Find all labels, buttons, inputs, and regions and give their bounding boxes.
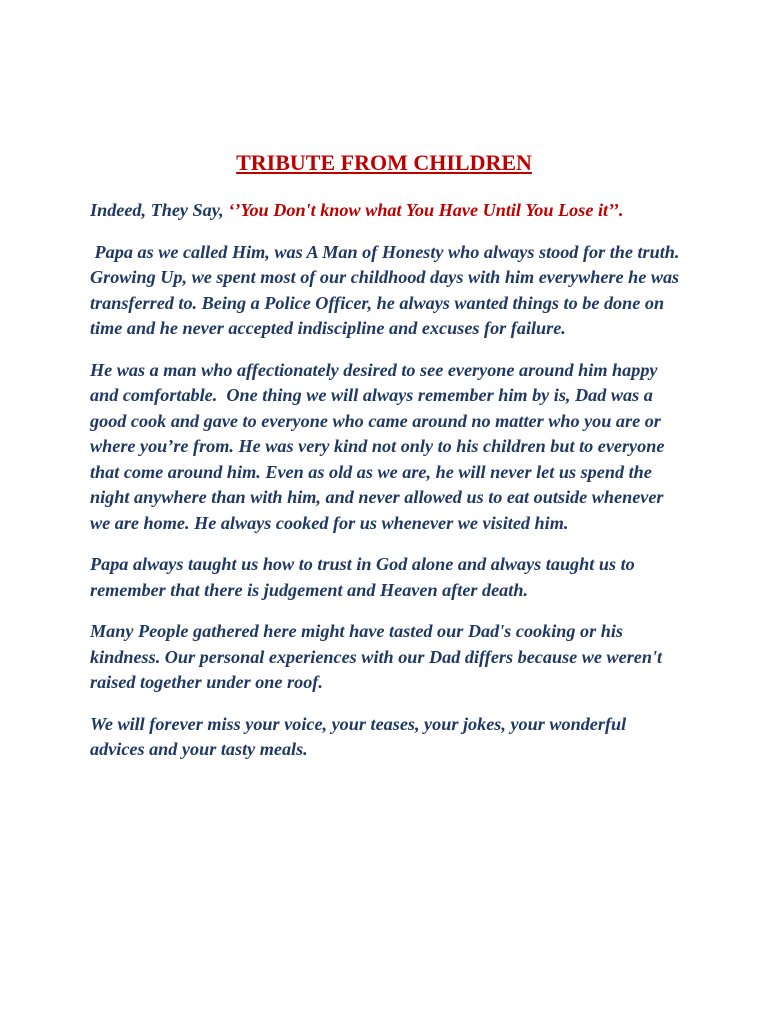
paragraph-farewell: We will forever miss your voice, your teases, your jokes, your wonderful advices and your tasty meals. (90, 713, 627, 759)
intro-paragraph (90, 198, 680, 224)
intro-quote: ‘’You Don't know what You Have Until You Lose it’’. (228, 200, 624, 220)
paragraph-faith: Papa always taught us how to trust in God alone and always taught us to remember that there is judgement and Heaven after death. (90, 554, 635, 600)
paragraph-honesty: Papa as we called Him, was A Man of Honesty who always stood for the truth. Growing Up, we spent most of our childhood days with him everywhere he was transferred to. Being a Police Officer, he always wanted things to be done on time and he never accepted indiscipline and excuses for failure. (90, 241, 685, 338)
paragraph-gathered: Many People gathered here might have tasted our Dad's cooking or his kindness. Our personal experiences with our Dad differs because we weren't raised together under one roof. (90, 621, 663, 692)
intro-lead: Indeed, They Say, (90, 200, 229, 220)
document-title: TRIBUTE FROM CHILDREN (236, 150, 532, 175)
paragraph-kindness: He was a man who affectionately desired to see everyone around him happy and comfortable. One thing we will always remember him by is, Dad was a good cook and gave to everyone who came around no matter who you are or where you’re from. He was very kind not only to his children but to everyone that come around him. Even as old as we are, he will never let us spend the night anywhere than with him, and never allowed us to eat outside whenever we are home. He always cooked for us whenever we visited him. (90, 359, 669, 533)
document-body (90, 198, 685, 779)
